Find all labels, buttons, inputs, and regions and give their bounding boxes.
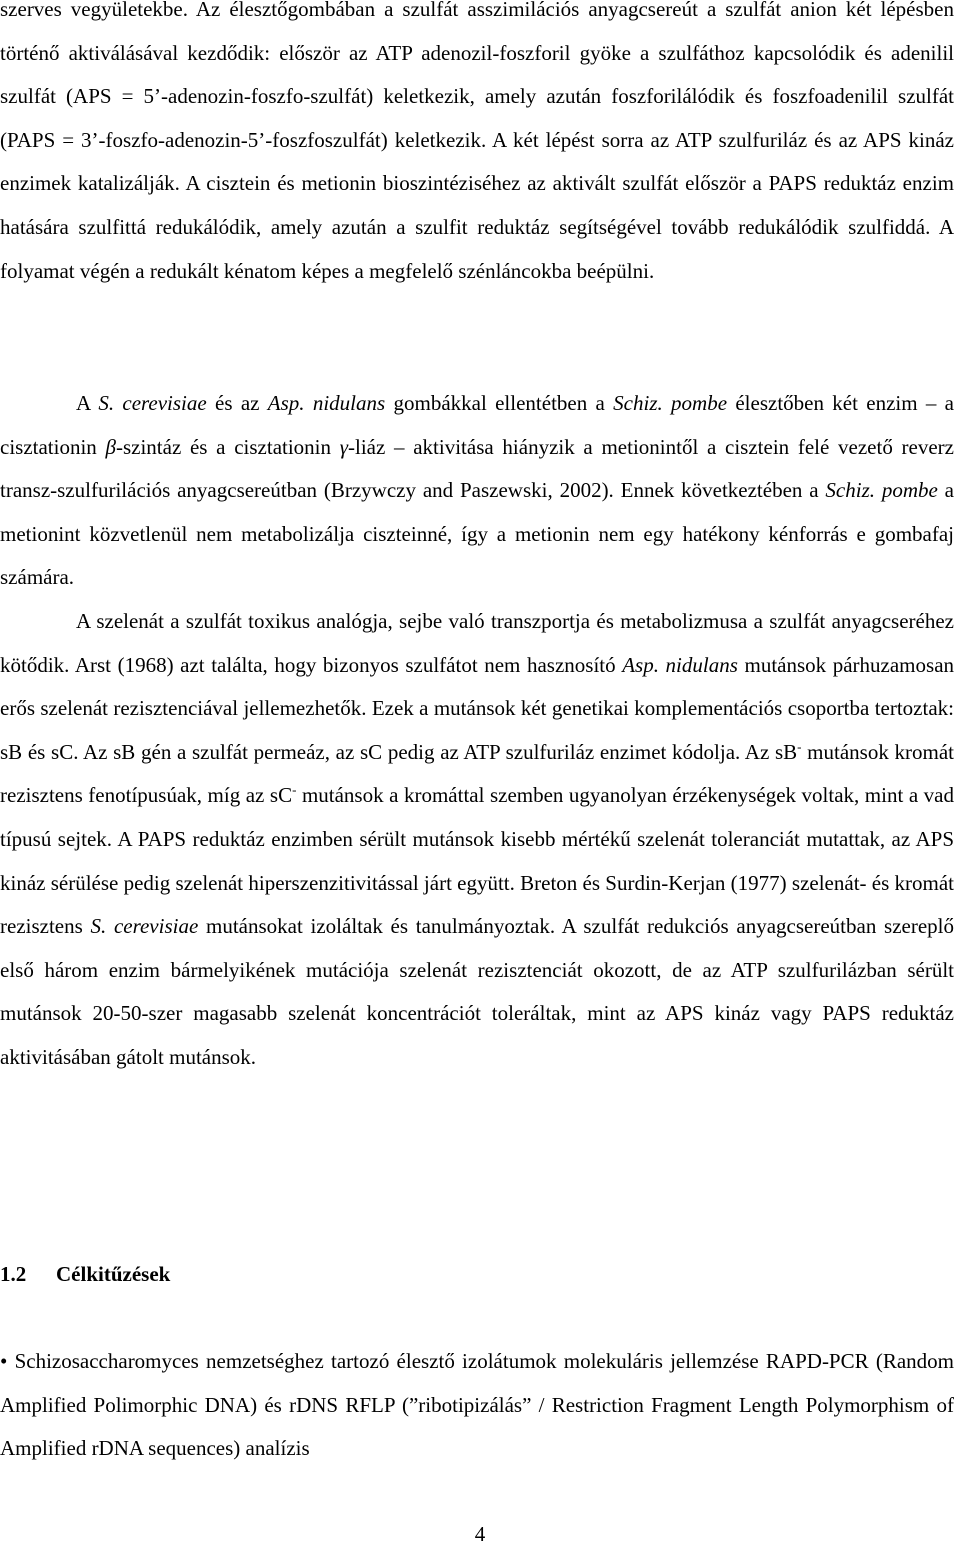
text-run: -szintáz és a cisztationin: [115, 434, 340, 459]
species-name: Asp. nidulans: [622, 652, 738, 677]
page-number: 4: [474, 1522, 486, 1546]
section-title: Célkitűzések: [56, 1262, 171, 1286]
species-name: Schiz. pombe: [825, 478, 938, 503]
text-run: élesztőben két enzim – a cisztationin: [0, 391, 954, 459]
text-run: gombákkal ellentétben a: [385, 391, 614, 415]
species-name: S. cerevisiae: [98, 391, 207, 415]
text-run: A: [76, 391, 99, 415]
bullet-text: nemzetséghez tartozó élesztő izolátumok molekuláris jellemzése RAPD-PCR (Random Amplified Polimorphic DNA) és rDNS RFLP (”ribotipizálás” / Restriction Fragment Length Polymorphism of Amplified rDNA sequences) analízis: [0, 1349, 954, 1461]
species-name: S. cerevisiae: [90, 914, 199, 939]
bullet-icon: •: [0, 1349, 8, 1373]
species-name: Asp. nidulans: [267, 391, 386, 415]
text-run: -liáz – aktivitása hiányzik a metionintől a cisztein felé vezető reverz transz-szulfurilációs anyagcsereútban (Brzywczy and Paszewski, 2002). Ennek következtében a: [0, 434, 954, 503]
text-run: mutánsok párhuzamosan erős szelenát rezisztenciával jellemezhetők. Ezek a mutánsok két genetikai komplementációs csoportba tertoztak: sB és sC. Az sB gén a szulfát permeáz, az sC pedig az ATP szulfuriláz enzimet kódolja. Az sB: [0, 652, 955, 764]
species-name: Schiz. pombe: [613, 391, 728, 415]
superscript-minus: -: [292, 782, 297, 798]
text-run: mutánsokat izoláltak és tanulmányoztak. A szulfát redukciós anyagcsereútban szereplő első három enzim bármelyikének mutációja szelenát rezisztenciát okozott, de az ATP szulfurilázban sérült mutánsok 20-50-szer magasabb szelenát koncentrációt toleráltak, mint az APS kináz vagy PAPS reduktáz aktivitásában gátolt mutánsok.: [0, 914, 954, 1069]
text-run: és az: [206, 391, 268, 415]
text-run: a metionint közvetlenül nem metabolizálja ciszteinné, így a metionin nem egy hatékony kénforrás e gombafaj számára.: [0, 478, 954, 590]
section-number: 1.2: [0, 1262, 27, 1286]
paragraph-sulfate-assimilation: [0, 0, 954, 293]
superscript-minus: -: [797, 738, 802, 754]
paragraph-text: szerves vegyületekbe. Az élesztőgombában a szulfát asszimilációs anyagcsereút a szulfát anion két lépésben történő aktiválásával kezdődik: először az ATP adenozil-foszforil gyöke a szulfáthoz kapcsolódik és adenilil szulfát (APS = 5’-adenozin-foszfo-szulfát) keletkezik, amely azután foszforilálódik és foszfoadenilil szulfát (PAPS = 3’-foszfo-adenozin-5’-foszfoszulfát) keletkezik. A két lépést sorra az ATP szulfuriláz és az APS kináz enzimek katalizálják. A cisztein és metionin bioszintéziséhez az aktivált szulfát először a PAPS reduktáz enzim hatására szulfittá redukálódik, amely azután a szulfit reduktáz segítségével tovább redukálódik szulfiddá. A folyamat végén a redukált kénatom képes a megfelelő szénláncokba beépülni.: [0, 0, 954, 283]
genus-name: Schizosaccharomyces: [14, 1349, 199, 1373]
greek-gamma: γ: [339, 434, 349, 459]
bullet-item: [0, 1340, 954, 1471]
paragraph-selenate: [0, 600, 954, 1080]
text-run: mutánsok a kromáttal szemben ugyanolyan érzékenységek voltak, mint a vad típusú sejtek. A PAPS reduktáz enzimben sérült mutánsok kisebb mértékű szelenát toleranciát mutattak, az APS kináz sérülése pedig szelenát hiperszenzitivitással járt együtt. Breton és Surdin-Kerjan (1977) szelenát- és kromát rezisztens: [0, 783, 955, 939]
section-heading: [0, 1262, 170, 1287]
greek-beta: β: [105, 434, 116, 459]
text-run: A szelenát a szulfát toxikus analógja, sejbe való transzportja és metabolizmusa a szulfát anyagcseréhez kötődik. Arst (1968) azt találta, hogy bizonyos szulfátot nem hasznosító: [0, 609, 954, 677]
paragraph-schiz-pombe: [0, 382, 954, 600]
text-run: mutánsok kromát rezisztens fenotípusúak, míg az sC: [0, 739, 954, 808]
